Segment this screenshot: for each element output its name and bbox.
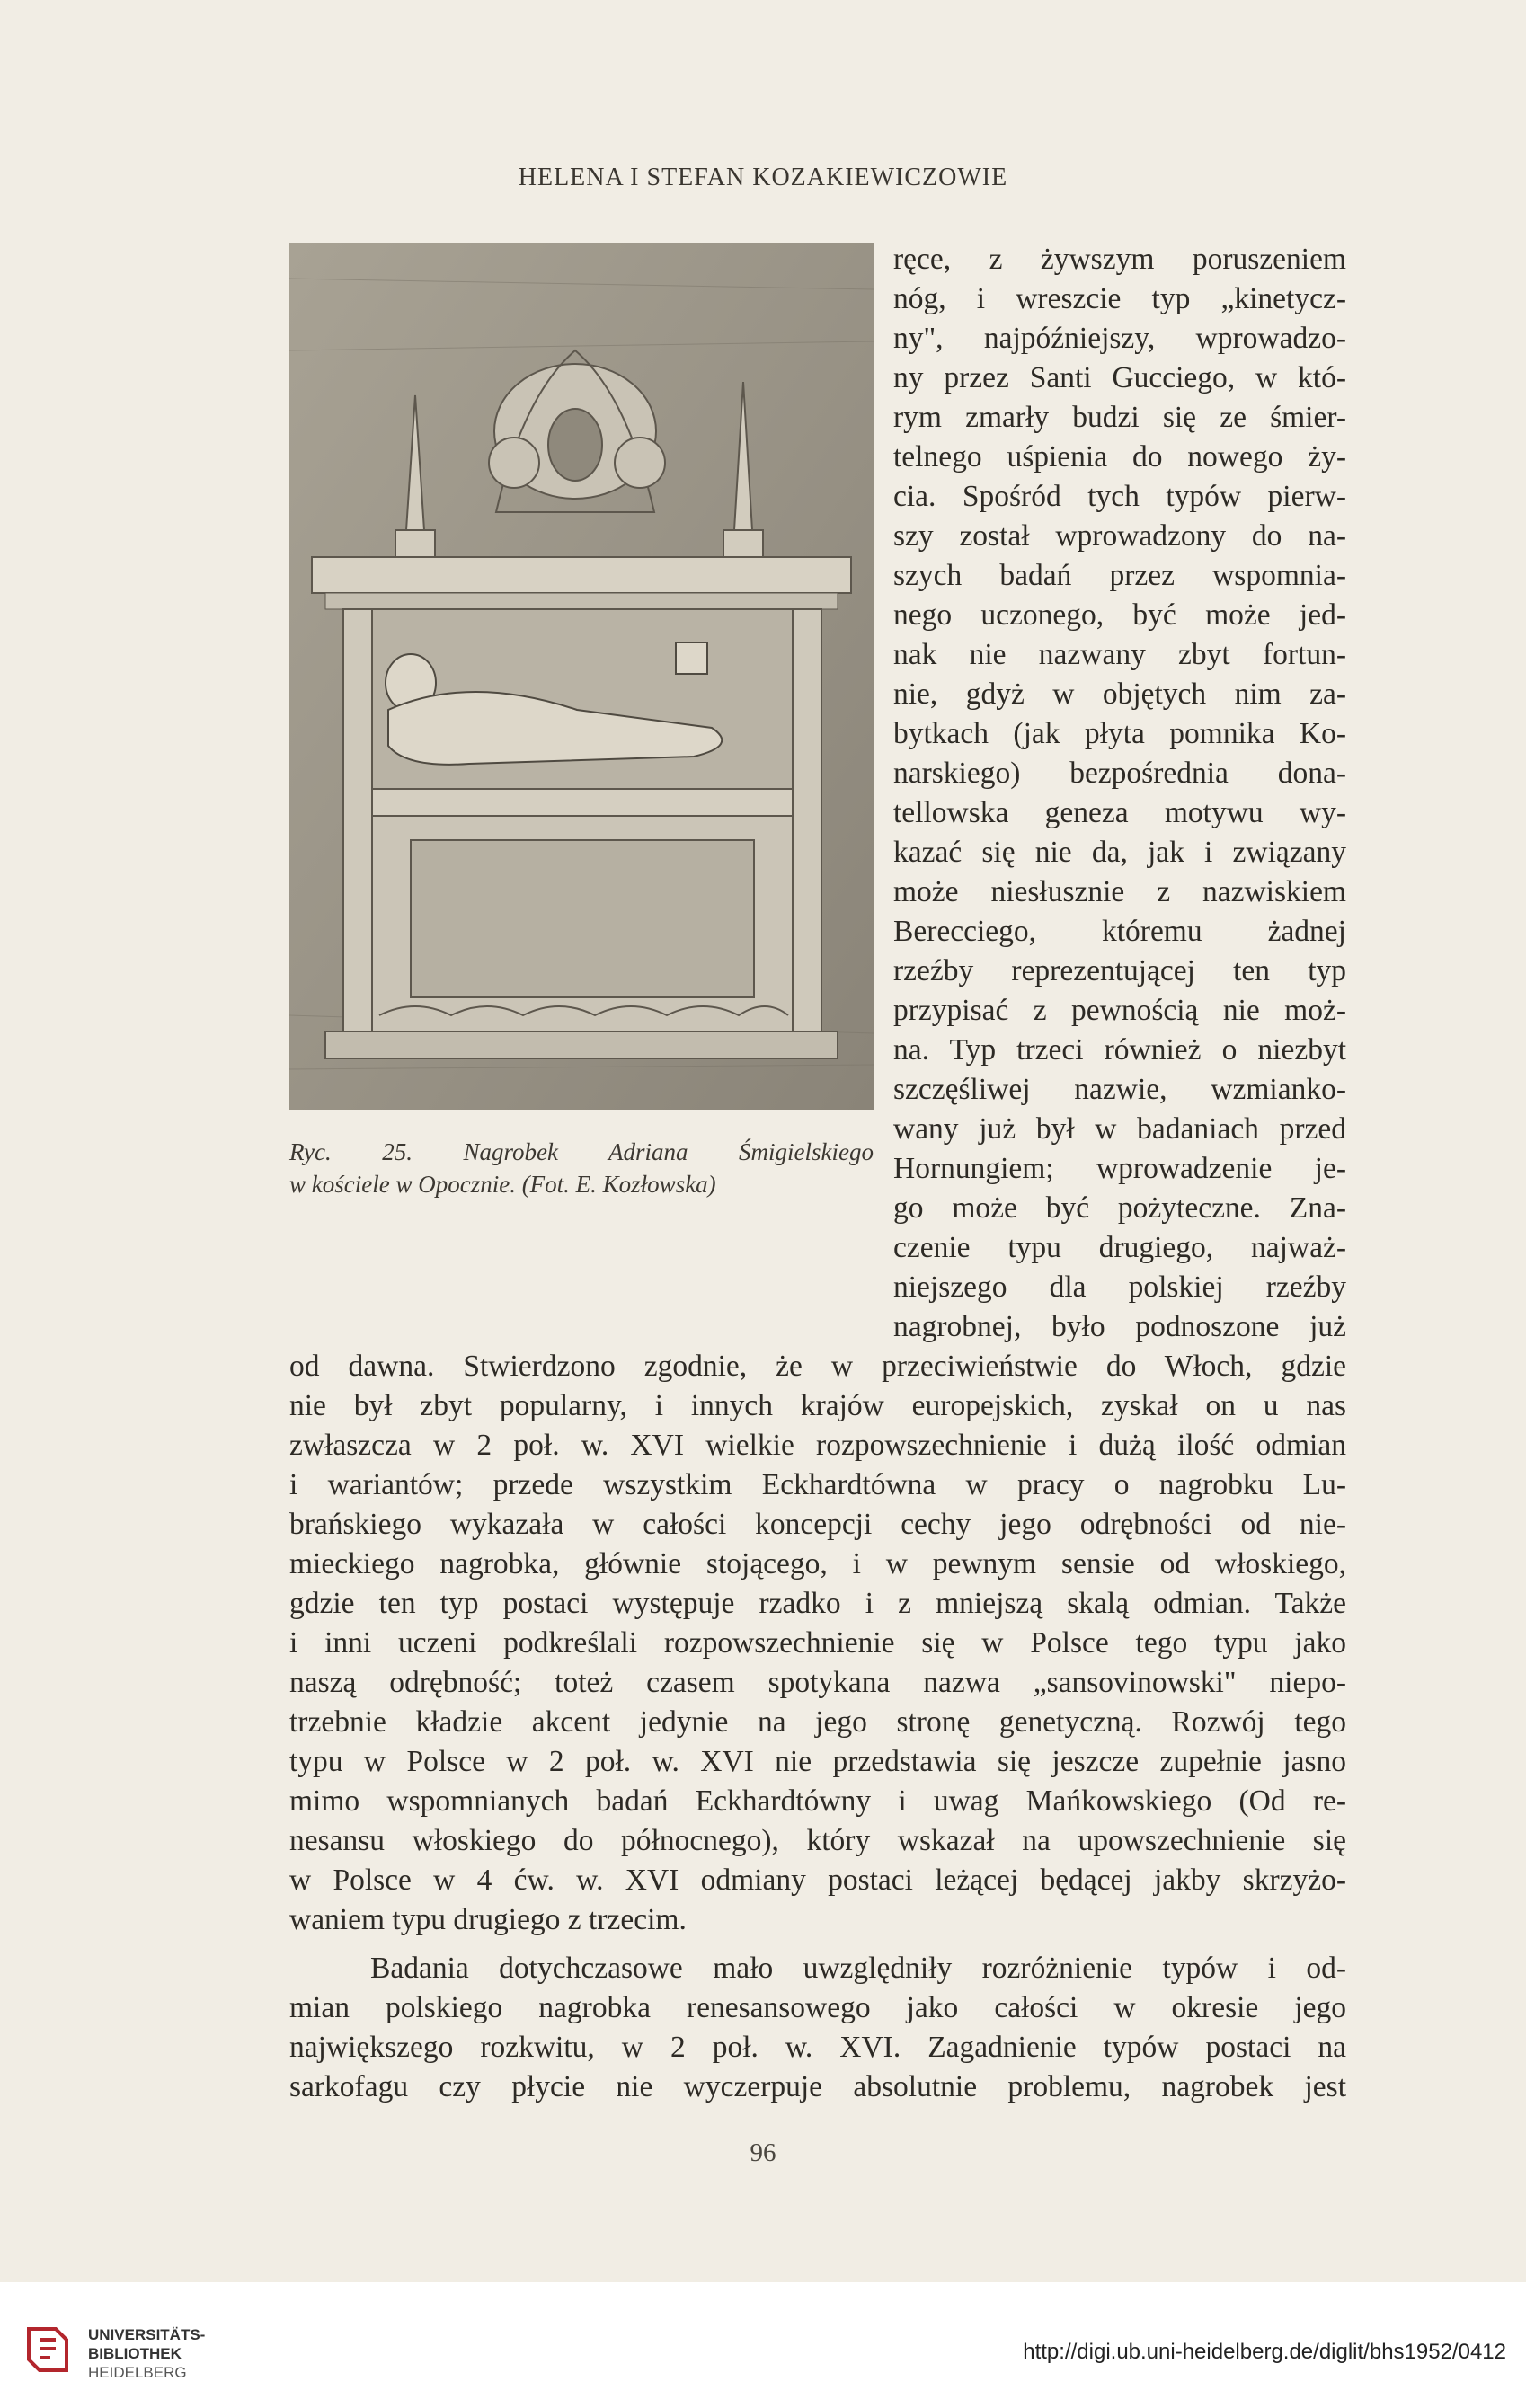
tomb-photograph (289, 243, 874, 1110)
text-line: nie, gdyż w objętych nim za- (893, 677, 1346, 711)
text-line: ręce, z żywszym poruszeniem (893, 243, 1346, 276)
figure-caption (289, 1136, 874, 1200)
page-number: 96 (750, 2138, 776, 2167)
text-line: może niesłusznie z nazwiskiem (893, 875, 1346, 908)
library-name (88, 2325, 205, 2382)
library-name-line-2: BIBLIOTHEK (88, 2345, 182, 2362)
text-line: niejszego dla polskiej rzeźby (893, 1270, 1346, 1304)
text-line: Badania dotychczasowe mało uwzględniły rozróżnienie typów i od- (370, 1952, 1346, 1985)
text-line: cia. Spośród tych typów pierw- (893, 480, 1346, 513)
text-line: na. Typ trzeci również o niezbyt (893, 1033, 1346, 1067)
text-line: brańskiego wykazała w całości koncepcji cechy jego odrębności od nie- (289, 1508, 1346, 1541)
caption-line-2: w kościele w Opocznie. (Fot. E. Kozłowska) (289, 1171, 716, 1198)
text-line: nagrobnej, było podnoszone już (893, 1310, 1346, 1343)
caption-line-1: Ryc. 25. Nagrobek Adriana Śmigielskiego (289, 1138, 874, 1165)
text-line: ny przez Santi Gucciego, w któ- (893, 361, 1346, 394)
library-name-line-1: UNIVERSITÄTS- (88, 2326, 206, 2343)
text-line: telnego uśpienia do nowego ży- (893, 440, 1346, 474)
text-line: nak nie nazwany zbyt fortun- (893, 638, 1346, 671)
text-line: naszą odrębność; toteż czasem spotykana nazwa „sansovinowski" niepo- (289, 1666, 1346, 1699)
text-line: szy został wprowadzony do na- (893, 519, 1346, 553)
text-line: mimo wspomnianych badań Eckhardtówny i uwag Mańkowskiego (Od re- (289, 1784, 1346, 1818)
text-line: i wariantów; przede wszystkim Eckhardtówna w pracy o nagrobku Lu- (289, 1468, 1346, 1501)
text-line: sarkofagu czy płycie nie wyczerpuje absolutnie problemu, nagrobek jest (289, 2070, 1346, 2103)
text-line: szych badań przez wspomnia- (893, 559, 1346, 592)
text-line: waniem typu drugiego z trzecim. (289, 1903, 687, 1936)
text-line: typu w Polsce w 2 poł. w. XVI nie przedstawia się jeszcze zupełnie jasno (289, 1745, 1346, 1778)
text-line: czenie typu drugiego, najważ- (893, 1231, 1346, 1264)
running-head: HELENA I STEFAN KOZAKIEWICZOWIE (518, 164, 1008, 191)
text-line: największego rozkwitu, w 2 poł. w. XVI. Zagadnienie typów postaci na (289, 2031, 1346, 2064)
text-line: nóg, i wreszcie typ „kinetycz- (893, 282, 1346, 315)
text-line: gdzie ten typ postaci występuje rzadko i z mniejszą skalą odmian. Także (289, 1587, 1346, 1620)
text-line: i inni uczeni podkreślali rozpowszechnienie się w Polsce tego typu jako (289, 1626, 1346, 1660)
text-line: wany już był w badaniach przed (893, 1112, 1346, 1146)
text-line: Berecciego, któremu żadnej (893, 915, 1346, 948)
text-line: narskiego) bezpośrednia dona- (893, 757, 1346, 790)
source-url-link[interactable]: http://digi.ub.uni-heidelberg.de/diglit/bhs1952/0412 (1023, 2340, 1506, 2364)
text-line: tellowska geneza motywu wy- (893, 796, 1346, 829)
text-line: zwłaszcza w 2 poł. w. XVI wielkie rozpowszechnienie i dużą ilość odmian (289, 1429, 1346, 1462)
text-line: nesansu włoskiego do północnego), który wskazał na upowszechnienie się (289, 1824, 1346, 1857)
text-line: bytkach (jak płyta pomnika Ko- (893, 717, 1346, 750)
text-line: kazać się nie da, jak i związany (893, 836, 1346, 869)
text-line: nie był zbyt popularny, i innych krajów europejskich, zyskał on u nas (289, 1389, 1346, 1422)
tomb-illustration (289, 243, 874, 1110)
text-line: rym zmarły budzi się ze śmier- (893, 401, 1346, 434)
text-line: mian polskiego nagrobka renesansowego jako całości w okresie jego (289, 1991, 1346, 2024)
text-line: przypisać z pewnością nie moż- (893, 994, 1346, 1027)
text-line: mieckiego nagrobka, głównie stojącego, i w pewnym sensie od włoskiego, (289, 1547, 1346, 1580)
text-line: od dawna. Stwierdzono zgodnie, że w przeciwieństwie do Włoch, gdzie (289, 1350, 1346, 1383)
text-line: nego uczonego, być może jed- (893, 598, 1346, 632)
text-line: Hornungiem; wprowadzenie je- (893, 1152, 1346, 1185)
text-line: go może być pożyteczne. Zna- (893, 1191, 1346, 1225)
text-line: w Polsce w 4 ćw. w. XVI odmiany postaci leżącej będącej jakby skrzyżo- (289, 1864, 1346, 1897)
library-name-line-3: HEIDELBERG (88, 2364, 187, 2381)
text-line: trzebnie kładzie akcent jedynie na jego stronę genetyczną. Rozwój tego (289, 1705, 1346, 1739)
library-logo-icon (20, 2322, 75, 2377)
digitization-footer (0, 2282, 1526, 2408)
text-line: rzeźby reprezentującej ten typ (893, 954, 1346, 987)
text-line: ny", najpóźniejszy, wprowadzo- (893, 322, 1346, 355)
text-line: szczęśliwej nazwie, wzmianko- (893, 1073, 1346, 1106)
